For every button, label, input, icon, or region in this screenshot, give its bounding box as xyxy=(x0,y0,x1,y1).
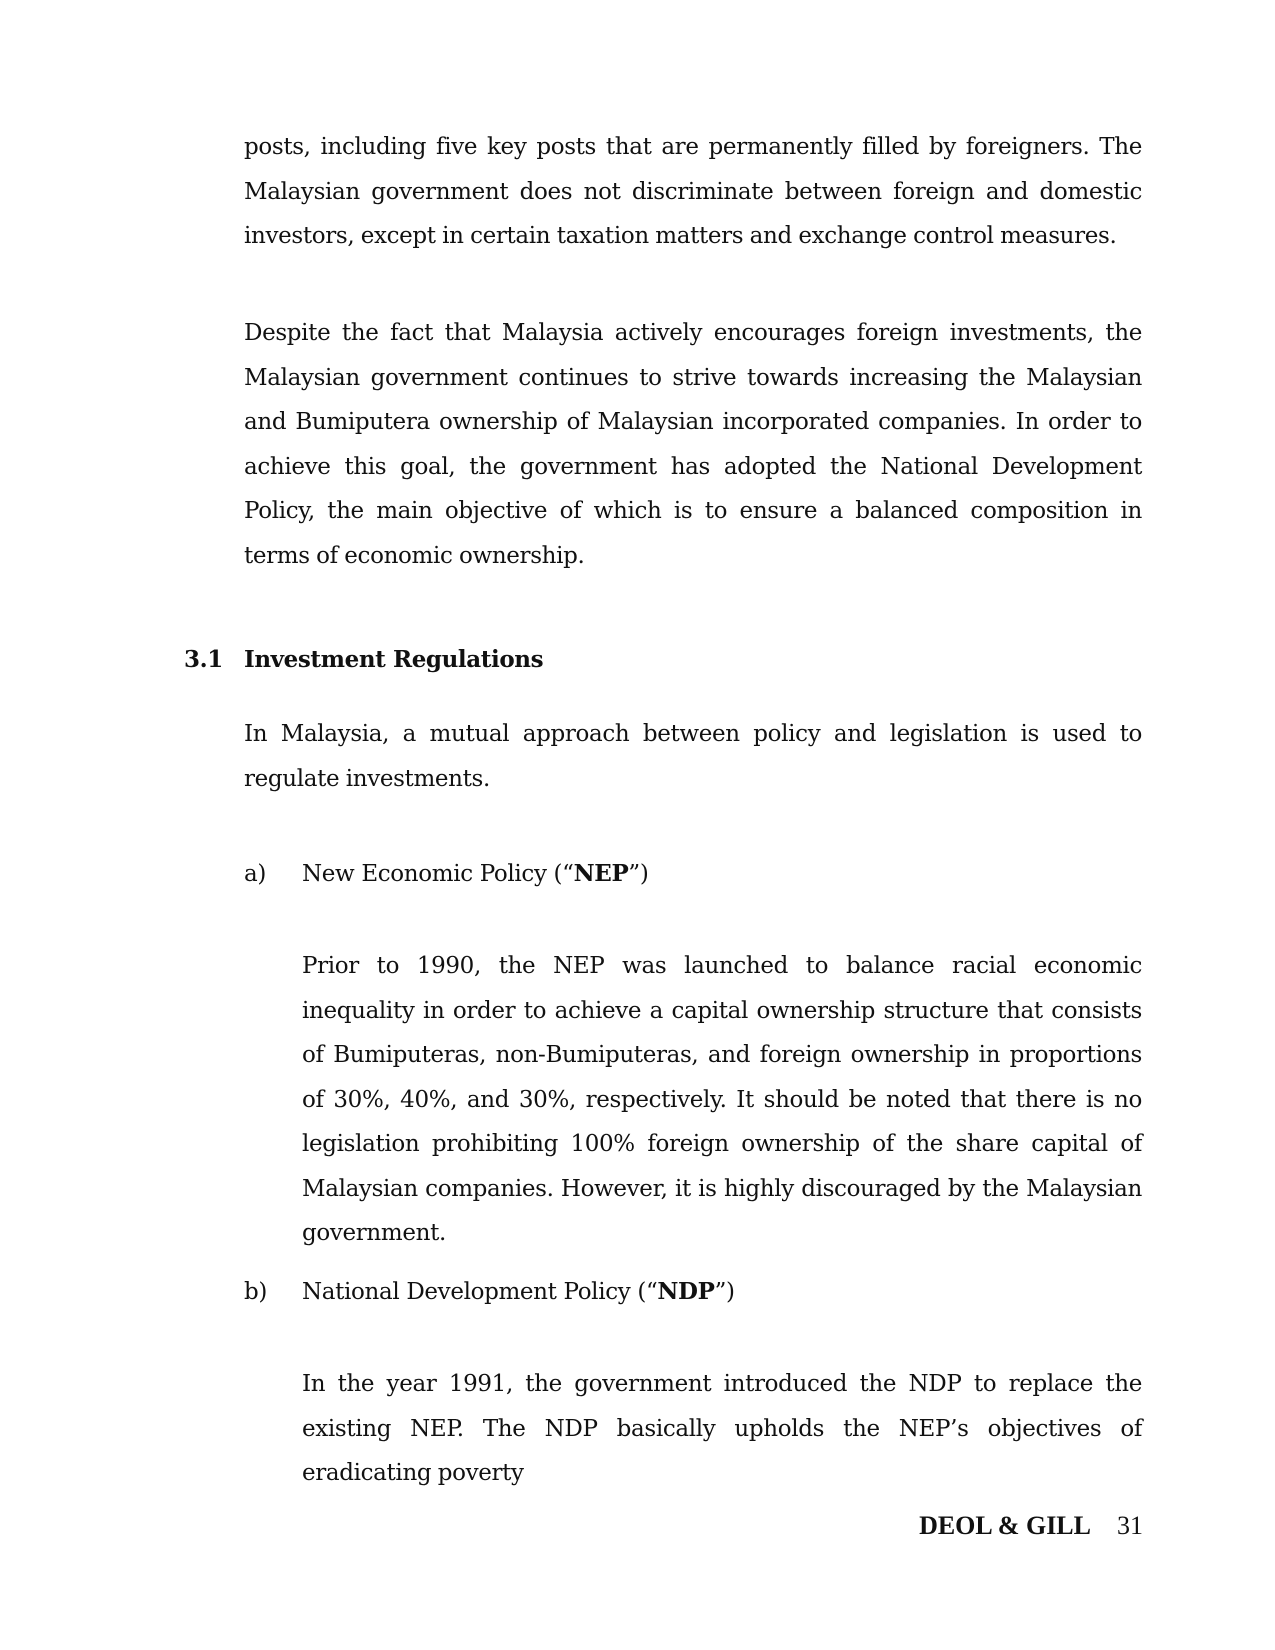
paragraph-ndp-description: In the year 1991, the government introduced the NDP to replace the existing NEP. The NDP basically upholds the NEP’s objectives of eradicating poverty xyxy=(302,1371,1142,1486)
paragraph-nep-description: Prior to 1990, the NEP was launched to balance racial economic inequality in order to achieve a capital ownership structure that consists of Bumiputeras, non-Bumiputeras, and foreign ownership in proportions of 30%, 40%, and 30%, respectively. It should be noted that there is no legislation prohibiting 100% foreign ownership of the share capital of Malaysian companies. However, it is highly discouraged by the Malaysian government. xyxy=(302,953,1142,1246)
nep-title-abbreviation: NEP xyxy=(573,860,629,887)
paragraph-national-development-policy: Despite the fact that Malaysia actively encourages foreign investments, the Malaysian government continues to strive towards increasing the Malaysian and Bumiputera ownership of Malaysian incorporated companies. In order to achieve this goal, the government has adopted the National Development Policy, the main objective of which is to ensure a balanced composition in terms of economic ownership. xyxy=(244,320,1142,569)
paragraph-regulation-approach: In Malaysia, a mutual approach between policy and legislation is used to regulate investments. xyxy=(244,721,1142,792)
page-number: 31 xyxy=(1117,1511,1143,1540)
list-marker-a: a) xyxy=(244,861,266,887)
nep-title-prefix: New Economic Policy (“ xyxy=(302,861,574,887)
list-item-title-ndp xyxy=(302,1272,735,1312)
section-number: 3.1 xyxy=(184,646,223,673)
page-footer xyxy=(919,1506,1143,1546)
ndp-title-suffix: ”) xyxy=(714,1279,735,1305)
ndp-title-prefix: National Development Policy (“ xyxy=(302,1279,658,1305)
list-marker-b: b) xyxy=(244,1279,267,1305)
footer-firm-name: DEOL & GILL xyxy=(919,1511,1091,1540)
ndp-title-abbreviation: NDP xyxy=(657,1278,715,1305)
nep-title-suffix: ”) xyxy=(628,861,649,887)
section-heading: Investment Regulations xyxy=(244,646,544,673)
list-item-title-nep xyxy=(302,854,648,894)
paragraph-foreign-posts: posts, including five key posts that are permanently filled by foreigners. The Malaysian government does not discriminate between foreign and domestic investors, except in certain taxation matters and exchange control measures. xyxy=(244,134,1142,249)
